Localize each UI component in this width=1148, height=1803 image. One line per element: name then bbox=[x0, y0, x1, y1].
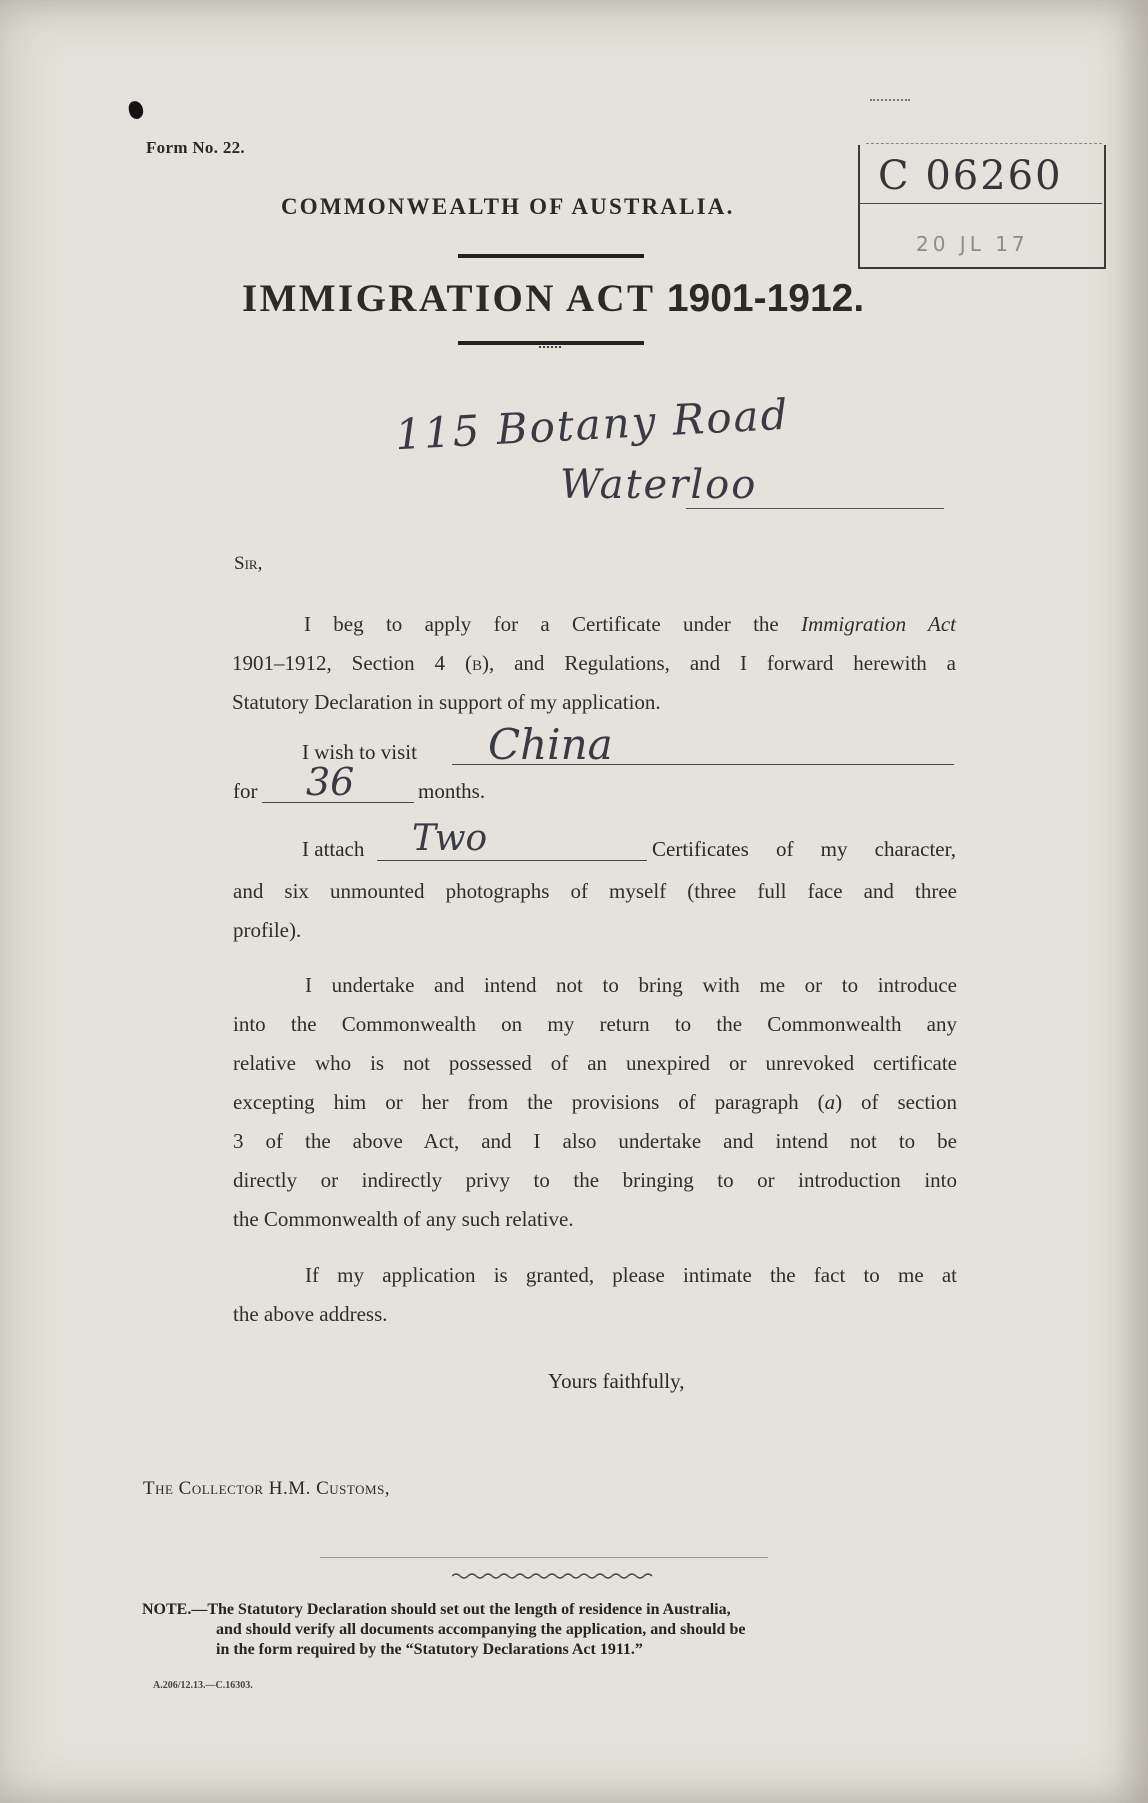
stamp-top-line bbox=[866, 143, 1102, 144]
address-line-2: Waterloo bbox=[560, 462, 758, 508]
salutation: Sir, bbox=[234, 553, 263, 574]
registration-stamp bbox=[858, 95, 1106, 273]
undertaking-line-2: into the Commonwealth on my return to the Commonwealth any bbox=[233, 1012, 957, 1036]
address-line-1: 115 Botany Road bbox=[393, 389, 791, 460]
act-title bbox=[242, 276, 864, 321]
undertaking-line-4: excepting him or her from the provisions of paragraph (a) of section bbox=[233, 1090, 957, 1114]
note-line-2: and should verify all documents accompanying the application, and should be bbox=[216, 1621, 746, 1638]
addressee: The Collector H.M. Customs, bbox=[143, 1478, 391, 1499]
undertaking-line-3: relative who is not possessed of an unexpired or unrevoked certificate bbox=[233, 1051, 957, 1075]
stamp-date: 20 JL 17 bbox=[916, 232, 1029, 256]
grant-paragraph bbox=[233, 1256, 957, 1334]
undertaking-line-6: directly or indirectly privy to the bringing to or introduction into bbox=[233, 1168, 957, 1192]
print-code: A.206/12.13.—C.16303. bbox=[153, 1680, 253, 1691]
visit-label: I wish to visit bbox=[302, 740, 417, 764]
application-paragraph bbox=[232, 605, 956, 722]
act-name: IMMIGRATION ACT bbox=[242, 277, 655, 320]
stamp-divider bbox=[858, 203, 1102, 204]
heading-rule-bottom bbox=[458, 341, 644, 345]
grant-line-1: If my application is granted, please intimate the fact to me at bbox=[305, 1263, 957, 1287]
note-line-3: in the form required by the “Statutory Declarations Act 1911.” bbox=[216, 1641, 643, 1658]
application-line-2: 1901–1912, Section 4 (b), and Regulations, and I forward herewith a bbox=[232, 651, 956, 675]
heading-rule-dots bbox=[539, 346, 561, 348]
grant-line-2: the above address. bbox=[233, 1302, 388, 1326]
attach-line-2: and six unmounted photographs of myself (three full face and three bbox=[233, 879, 957, 903]
undertaking-line-7: the Commonwealth of any such relative. bbox=[233, 1207, 574, 1231]
attach-line-3: profile). bbox=[233, 918, 302, 942]
undertaking-line-5: 3 of the above Act, and I also undertake and intend not to be bbox=[233, 1129, 957, 1153]
stamp-number: C 06260 bbox=[878, 153, 1063, 199]
act-years: 1901-1912. bbox=[666, 277, 865, 320]
attach-line-rest: Certificates of my character, bbox=[652, 837, 956, 861]
act-reference: Immigration Act bbox=[801, 612, 957, 636]
months-label: months. bbox=[418, 779, 486, 803]
visit-destination-field[interactable]: China bbox=[488, 720, 613, 769]
note bbox=[142, 1600, 954, 1660]
attach-underline bbox=[377, 860, 647, 861]
address-underline bbox=[686, 508, 944, 509]
stamp-dots bbox=[870, 99, 910, 101]
duration-field[interactable]: 36 bbox=[306, 760, 355, 804]
attach-label: I attach bbox=[302, 837, 365, 861]
application-line-3: Statutory Declaration in support of my application. bbox=[232, 690, 661, 714]
attach-paragraph bbox=[233, 872, 957, 950]
undertaking-paragraph bbox=[233, 966, 957, 1239]
undertaking-line-1: I undertake and intend not to bring with me or to introduce bbox=[305, 973, 957, 997]
note-line-1: NOTE.—The Statutory Declaration should set out the length of residence in Australia, bbox=[142, 1601, 731, 1618]
form-number: Form No. 22. bbox=[146, 138, 245, 157]
country-heading: COMMONWEALTH OF AUSTRALIA. bbox=[281, 194, 735, 219]
application-line-1: I beg to apply for a Certificate under the Immigration Act bbox=[304, 612, 957, 636]
heading-rule-top bbox=[458, 254, 644, 258]
certificates-count-field[interactable]: Two bbox=[412, 818, 488, 859]
signature-line bbox=[320, 1557, 768, 1558]
closing: Yours faithfully, bbox=[548, 1369, 685, 1393]
wavy-rule bbox=[452, 1572, 656, 1580]
duration-label: for bbox=[233, 779, 258, 803]
ink-dot-mark bbox=[127, 100, 144, 121]
